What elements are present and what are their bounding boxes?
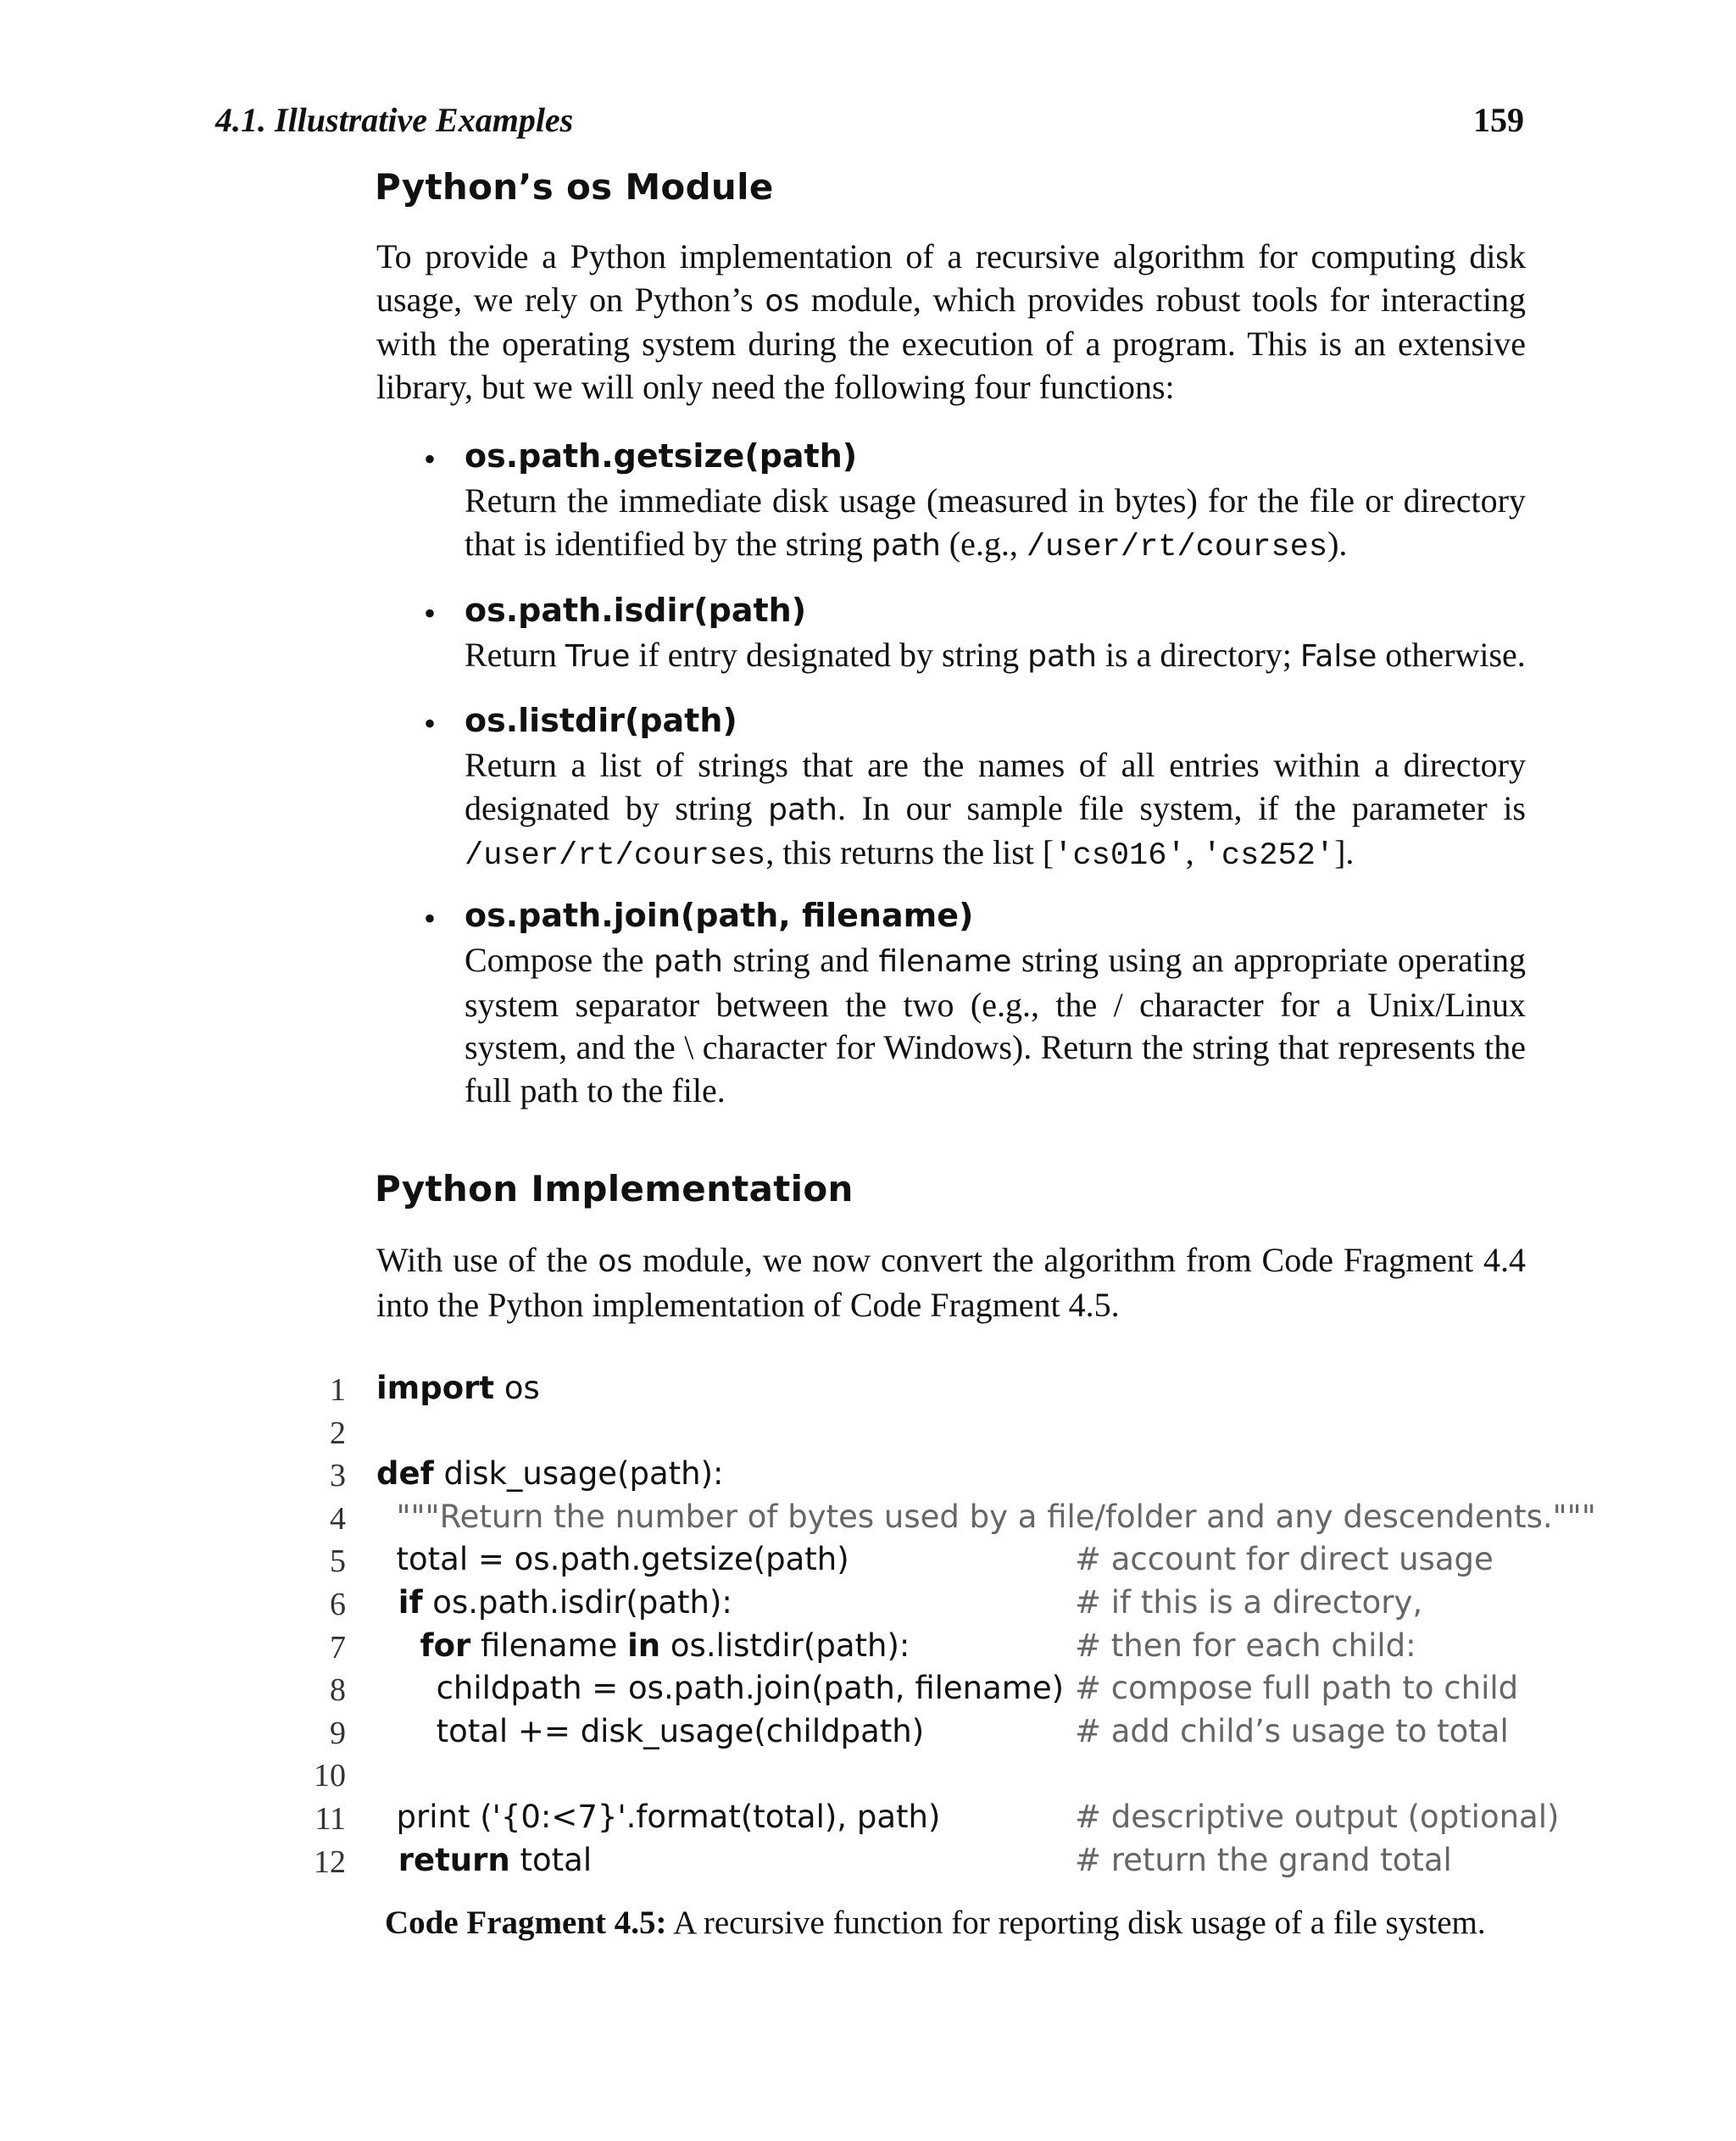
bullet-dot: •	[424, 594, 437, 632]
line-number: 12	[314, 1843, 346, 1880]
code-comment: # return the grand total	[1075, 1841, 1452, 1878]
code-line	[288, 1627, 1543, 1671]
text-run: With use of the	[376, 1241, 598, 1279]
code-token: total += disk_usage(childpath)	[376, 1712, 925, 1749]
bullet-dot: •	[424, 704, 437, 742]
code-line	[288, 1498, 1596, 1542]
inline-code: False	[1299, 639, 1377, 674]
code-text	[376, 1370, 540, 1406]
line-number: 1	[330, 1372, 346, 1408]
line-number: 7	[330, 1629, 346, 1666]
code-line	[288, 1413, 1543, 1456]
text-run: . In our sample file system, if the parameter is	[837, 788, 1526, 827]
page-number: 159	[1473, 101, 1524, 139]
inline-code: path	[1027, 639, 1097, 674]
text-run: Compose the	[465, 941, 654, 979]
code-line	[288, 1370, 1543, 1413]
code-token: total	[509, 1841, 593, 1878]
inline-code: /user/rt/courses	[1026, 529, 1328, 565]
code-text	[376, 1455, 724, 1492]
intro-paragraph	[376, 236, 1526, 409]
code-token: os.listdir(path):	[660, 1627, 910, 1664]
bullet-title: os.path.isdir(path)	[465, 592, 807, 629]
code-keyword: if	[376, 1583, 423, 1621]
running-head	[215, 100, 1524, 147]
code-keyword: import	[376, 1370, 495, 1406]
code-text	[376, 1584, 732, 1621]
code-line	[288, 1798, 1560, 1842]
heading-os-module: Python’s os Module	[375, 166, 774, 208]
text-run: Return the immediate disk usage (measured in bytes) for the file or directory that is identified by the string	[465, 481, 1526, 563]
code-keyword: for	[376, 1627, 471, 1664]
code-text	[376, 1799, 940, 1835]
text-run: To provide a Python implementation of a recursive algorithm for computing disk usage, we rely on Python’s	[376, 237, 1526, 319]
inline-code: os	[598, 1244, 633, 1279]
text-run: otherwise.	[1377, 636, 1526, 674]
bullet-description	[465, 939, 1526, 1112]
line-number: 8	[330, 1672, 346, 1709]
bullet-title: os.path.getsize(path)	[465, 437, 858, 475]
line-number: 5	[330, 1543, 346, 1580]
text-run: module, we now convert the algorithm from Code Fragment 4.4 into the Python implementation of Code Fragment 4.5.	[376, 1241, 1526, 1324]
text-run: ,	[1185, 833, 1203, 871]
line-number: 2	[330, 1415, 346, 1451]
inline-code: 'cs016'	[1054, 838, 1186, 874]
code-token: disk_usage(path):	[433, 1455, 724, 1493]
text-run: is a directory;	[1096, 636, 1300, 674]
code-keyword: in	[627, 1627, 661, 1664]
inline-code: 'cs252'	[1202, 838, 1335, 874]
bullet-title: os.path.join(path, filename)	[465, 897, 974, 934]
text-run: if entry designated by string	[630, 636, 1028, 674]
caption-text: A recursive function for reporting disk usage of a file system.	[666, 1905, 1486, 1941]
text-run: string using an appropriate operating system separator between the two (e.g., the / character for a Unix/Linux system, and the \ character for Windows). Return the string that represents the full path to the file.	[465, 941, 1526, 1109]
bullet-title: os.listdir(path)	[465, 702, 737, 739]
implementation-paragraph	[376, 1239, 1526, 1326]
bullet-dot: •	[424, 440, 437, 478]
inline-code: /user/rt/courses	[465, 838, 766, 874]
code-line	[288, 1541, 1543, 1584]
line-number: 4	[330, 1500, 346, 1537]
line-number: 6	[330, 1586, 346, 1622]
text-run: Return	[465, 636, 565, 674]
section-title: 4.1. Illustrative Examples	[215, 101, 574, 139]
code-listing	[288, 1370, 1596, 1884]
code-token: childpath = os.path.join(path, filename)	[376, 1670, 1065, 1707]
code-comment: # add child’s usage to total	[1075, 1712, 1509, 1749]
heading-python-implementation: Python Implementation	[375, 1168, 854, 1210]
code-line	[288, 1755, 1543, 1799]
inline-code: path	[654, 944, 723, 979]
code-comment: # account for direct usage	[1075, 1541, 1494, 1578]
code-comment: # compose full path to child	[1075, 1670, 1519, 1707]
code-caption	[385, 1904, 1555, 1942]
code-line	[288, 1455, 1543, 1499]
code-text	[376, 1499, 1596, 1535]
text-run: (e.g.,	[940, 524, 1027, 563]
bullet-dot: •	[424, 899, 437, 937]
code-comment: # descriptive output (optional)	[1075, 1798, 1560, 1835]
text-run: Return a list of strings that are the names of all entries within a directory designated by string	[465, 746, 1526, 827]
line-number: 3	[330, 1458, 346, 1494]
caption-label: Code Fragment 4.5:	[385, 1905, 667, 1941]
code-comment: # then for each child:	[1075, 1627, 1416, 1664]
code-keyword: def	[376, 1455, 434, 1493]
code-text	[376, 1541, 849, 1577]
code-text	[376, 1842, 592, 1878]
text-run: ).	[1327, 524, 1348, 563]
code-token: filename	[470, 1627, 628, 1664]
inline-code: path	[768, 792, 837, 827]
code-token: print ('{0:<7}'.format(total), path)	[376, 1798, 941, 1835]
code-token: total = os.path.getsize(path)	[376, 1541, 849, 1578]
code-line	[288, 1842, 1543, 1885]
text-run: module, which provides robust tools for interacting with the operating system during the execution of a program. This is an extensive library, but we will only need the following four functions:	[376, 280, 1526, 406]
text-run: string and	[722, 941, 879, 979]
code-docstring: """Return the number of bytes used by a file/folder and any descendents."""	[376, 1498, 1596, 1535]
code-line	[288, 1670, 1543, 1713]
inline-code: os	[765, 283, 800, 319]
line-number: 10	[314, 1758, 346, 1794]
inline-code: path	[871, 527, 941, 563]
bullet-description	[465, 744, 1526, 878]
bullet-description	[465, 480, 1526, 569]
inline-code: filename	[878, 944, 1012, 979]
code-text	[376, 1670, 1064, 1706]
line-number: 9	[330, 1715, 346, 1751]
text-run: ].	[1334, 833, 1355, 871]
bullet-description	[465, 634, 1526, 679]
text-run: , this returns the list [	[765, 833, 1054, 871]
code-comment: # if this is a directory,	[1075, 1583, 1423, 1621]
line-number: 11	[314, 1800, 346, 1837]
code-line	[288, 1713, 1543, 1756]
code-text	[376, 1627, 910, 1664]
code-text	[376, 1713, 924, 1749]
code-keyword: return	[376, 1841, 510, 1878]
inline-code: True	[565, 639, 631, 674]
code-line	[288, 1584, 1543, 1627]
code-token: os.path.isdir(path):	[422, 1583, 732, 1621]
code-token: os	[494, 1370, 540, 1406]
